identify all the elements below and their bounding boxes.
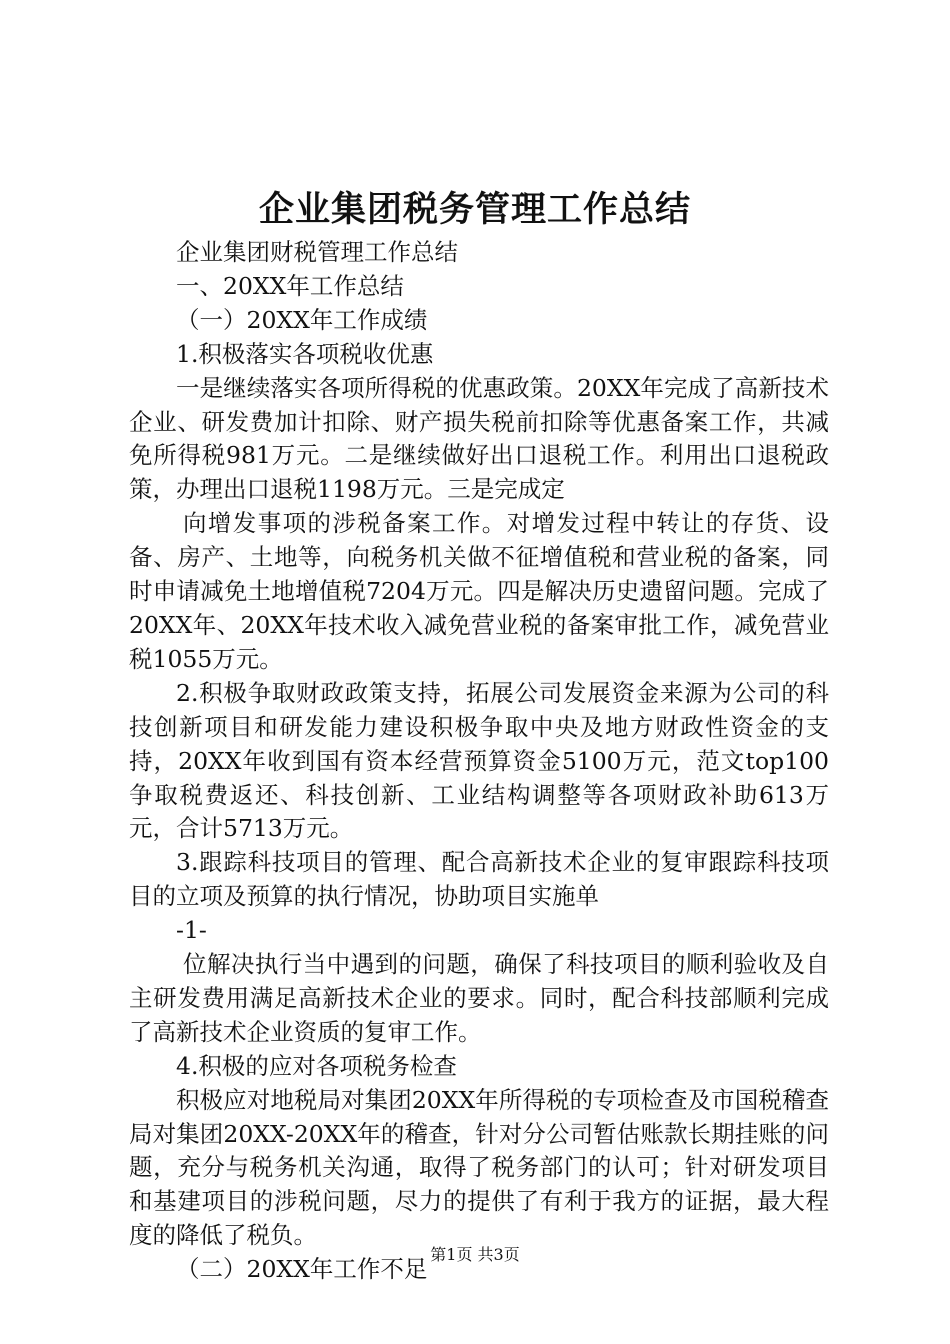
heading-item-4: 4.积极的应对各项税务检查 bbox=[176, 1051, 457, 1080]
paragraph-tax-incentives: 一是继续落实各项所得税的优惠政策。20XX年完成了高新技术企业、研发费加计扣除、财产损失税前扣除等优惠备案工作，共减免所得税981万元。二是继续做好出口退税工作。利用出口退税政策，办理出口退税1198万元。三是完成定 bbox=[129, 373, 829, 504]
heading-item-1: 1.积极落实各项税收优惠 bbox=[176, 339, 434, 368]
paragraph-item-2: 2.积极争取财政政策支持，拓展公司发展资金来源为公司的科技创新项目和研发能力建设积极争取中央及地方财政性资金的支持，20XX年收到国有资本经营预算资金5100万元，范文top100争取税费返还、科技创新、工业结构调整等各项财政补助613万元，合计5713万元。 bbox=[129, 678, 829, 843]
paragraph-subtitle: 企业集团财税管理工作总结 bbox=[176, 238, 458, 266]
paragraph-item-3: 3.跟踪科技项目的管理、配合高新技术企业的复审跟踪科技项目的立项及预算的执行情况，协助项目实施单 bbox=[129, 848, 829, 911]
paragraph-filing: 向增发事项的涉税备案工作。对增发过程中转让的存货、设备、房产、土地等，向税务机关做不征增值税和营业税的备案，同时申请减免土地增值税7204万元。四是解决历史遗留问题。完成了20XX年、20XX年技术收入减免营业税的备案审批工作，减免营业税1055万元。 bbox=[129, 509, 829, 673]
paragraph-tax-inspection: 积极应对地税局对集团20XX年所得税的专项检查及市国税稽查局对集团20XX-20XX年的稽查，针对分公司暂估账款长期挂账的问题，充分与税务机关沟通，取得了税务部门的认可；针对研发项目和基建项目的涉税问题，尽力的提供了有利于我方的证据，最大程度的降低了税负。 bbox=[129, 1085, 829, 1250]
document-title: 企业集团税务管理工作总结 bbox=[258, 189, 691, 230]
paragraph-project-support: 位解决执行当中遇到的问题，确保了科技项目的顺利验收及自主研发费用满足高新技术企业的要求。同时，配合科技部顺利完成了高新技术企业资质的复审工作。 bbox=[129, 950, 829, 1046]
heading-shortcomings: （二）20XX年工作不足 bbox=[176, 1255, 428, 1284]
document-body bbox=[129, 236, 829, 1287]
heading-achievements: （一）20XX年工作成绩 bbox=[176, 305, 428, 334]
heading-section-one: 一、20XX年工作总结 bbox=[176, 271, 404, 300]
page-marker: -1- bbox=[176, 916, 207, 945]
page-footer: 第1页 共3页 bbox=[430, 1245, 520, 1264]
